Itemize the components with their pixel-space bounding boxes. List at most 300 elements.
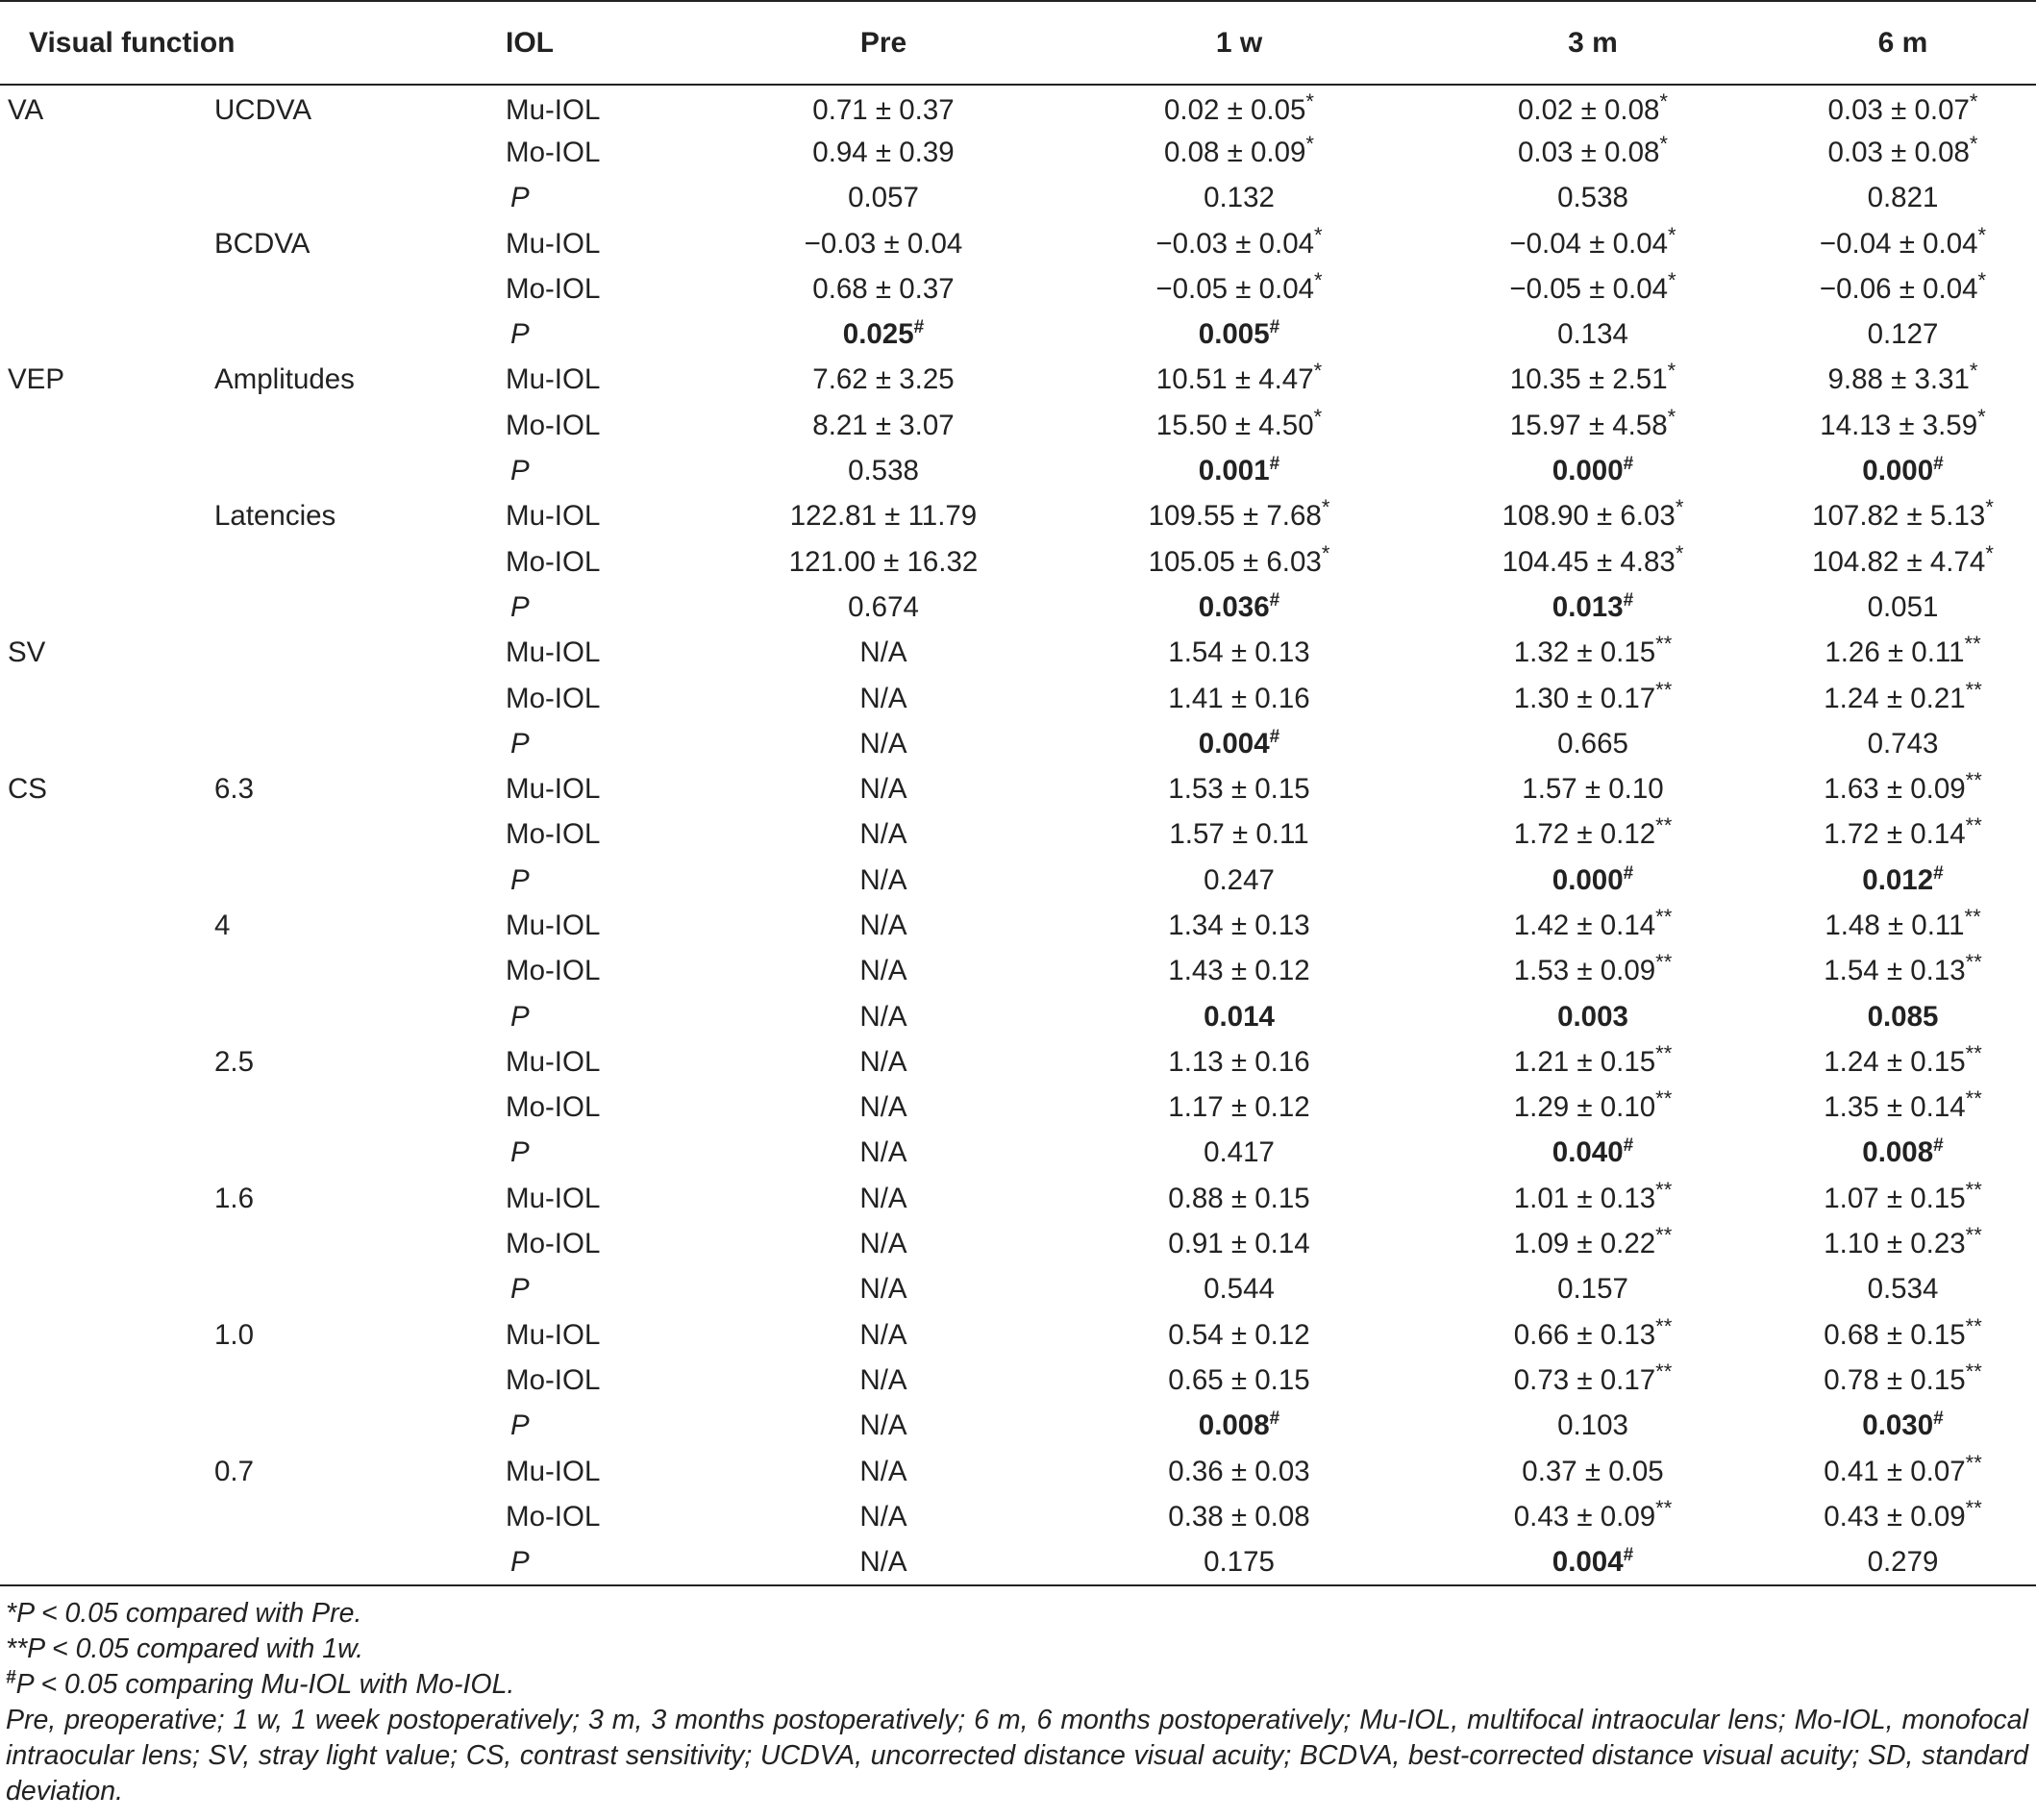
cell-value: 0.008 bbox=[1198, 1409, 1270, 1442]
row-iol-group: P bbox=[510, 863, 530, 896]
row-category bbox=[0, 1312, 211, 1358]
cell-1w bbox=[1062, 1131, 1416, 1176]
row-subcategory bbox=[211, 176, 506, 221]
cell-value: −0.06 ± 0.04 bbox=[1819, 272, 1978, 305]
row-iol-group: Mu-IOL bbox=[506, 636, 601, 669]
row-category: SV bbox=[8, 636, 46, 669]
significance-mark: * bbox=[1977, 404, 1986, 429]
table-row bbox=[0, 766, 2036, 811]
row-subcategory: BCDVA bbox=[214, 227, 310, 260]
cell-3m bbox=[1416, 1085, 1770, 1131]
row-subcategory bbox=[211, 130, 506, 175]
significance-mark: * bbox=[1668, 268, 1676, 292]
row-iol-group: Mo-IOL bbox=[506, 545, 601, 578]
cell-value: 1.07 ± 0.15 bbox=[1824, 1182, 1966, 1214]
cell-6m bbox=[1770, 676, 2036, 721]
row-category bbox=[0, 221, 211, 266]
cell-6m bbox=[1770, 1176, 2036, 1221]
cell-value: 0.004 bbox=[1552, 1545, 1624, 1578]
cell-value: 1.26 ± 0.11 bbox=[1825, 636, 1965, 669]
table-row bbox=[0, 176, 2036, 221]
table-row bbox=[0, 494, 2036, 539]
cell-3m bbox=[1416, 1176, 1770, 1221]
row-iol-group: P bbox=[506, 1540, 705, 1585]
cell-6m bbox=[1770, 1404, 2036, 1449]
table-row bbox=[0, 1540, 2036, 1585]
row-iol-group: P bbox=[510, 590, 530, 623]
table-row bbox=[0, 1449, 2036, 1494]
cell-value: N/A bbox=[859, 773, 907, 806]
significance-mark: * bbox=[1985, 540, 1994, 565]
cell-1w bbox=[1062, 721, 1416, 766]
cell-value: 0.057 bbox=[848, 182, 919, 214]
significance-mark: ** bbox=[1965, 1313, 1982, 1338]
cell-pre bbox=[705, 539, 1062, 585]
cell-6m bbox=[1770, 1039, 2036, 1085]
cell-6m bbox=[1770, 221, 2036, 266]
cell-value: 0.534 bbox=[1867, 1273, 1939, 1306]
cell-value: 1.72 ± 0.14 bbox=[1824, 818, 1966, 851]
significance-mark: * bbox=[1668, 222, 1676, 247]
cell-pre bbox=[705, 812, 1062, 858]
header-visual-function: Visual function bbox=[0, 1, 506, 85]
cell-value: 0.68 ± 0.15 bbox=[1824, 1318, 1966, 1351]
cell-3m bbox=[1416, 1358, 1770, 1403]
table-row bbox=[0, 1039, 2036, 1085]
significance-mark: # bbox=[1269, 590, 1280, 611]
row-iol-group: Mo-IOL bbox=[506, 409, 601, 441]
cell-6m bbox=[1770, 812, 2036, 858]
cell-value: 0.175 bbox=[1204, 1545, 1275, 1578]
significance-mark: # bbox=[913, 317, 925, 338]
significance-mark: ** bbox=[1965, 1223, 1982, 1248]
cell-3m bbox=[1416, 312, 1770, 357]
cell-value: 0.025 bbox=[842, 318, 914, 351]
cell-value: 1.10 ± 0.23 bbox=[1824, 1228, 1966, 1260]
significance-mark: * bbox=[1659, 89, 1668, 114]
cell-pre bbox=[705, 994, 1062, 1039]
table-body bbox=[0, 85, 2036, 1585]
table-row bbox=[0, 676, 2036, 721]
cell-pre bbox=[705, 176, 1062, 221]
cell-value: 1.24 ± 0.15 bbox=[1824, 1045, 1966, 1078]
cell-6m bbox=[1770, 176, 2036, 221]
cell-3m bbox=[1416, 676, 1770, 721]
row-subcategory bbox=[211, 1267, 506, 1312]
cell-value: 1.01 ± 0.13 bbox=[1513, 1182, 1656, 1214]
row-subcategory: Latencies bbox=[214, 500, 336, 533]
row-iol-group: Mu-IOL bbox=[506, 1455, 601, 1487]
cell-6m bbox=[1770, 403, 2036, 448]
row-category: VEP bbox=[8, 363, 65, 396]
row-iol-group: Mo-IOL bbox=[506, 1500, 601, 1533]
cell-value: 0.665 bbox=[1557, 727, 1628, 760]
cell-value: 0.127 bbox=[1867, 318, 1939, 351]
cell-value: N/A bbox=[859, 1500, 907, 1533]
cell-3m bbox=[1416, 176, 1770, 221]
cell-3m bbox=[1416, 1221, 1770, 1266]
cell-3m bbox=[1416, 903, 1770, 948]
cell-1w bbox=[1062, 1176, 1416, 1221]
cell-value: 0.54 ± 0.12 bbox=[1168, 1318, 1310, 1351]
cell-value: 121.00 ± 16.32 bbox=[788, 545, 979, 578]
cell-1w bbox=[1062, 949, 1416, 994]
cell-1w bbox=[1062, 403, 1416, 448]
row-subcategory bbox=[211, 1358, 506, 1403]
row-category bbox=[0, 1039, 211, 1085]
footnote-abbreviations: Pre, preoperative; 1 w, 1 week postoperatively; 3 m, 3 months postoperatively; 6 m, 6 months postoperatively; Mu-IOL, multifocal intraocular lens; Mo-IOL, monofocal intraocular lens; SV, stray light value; CS, contrast sensitivity; UCDVA, uncorrected distance visual acuity; BCDVA, best-corrected distance visual acuity; SD, standard deviation. bbox=[6, 1705, 2028, 1807]
cell-value: 0.71 ± 0.37 bbox=[812, 94, 955, 127]
cell-value: 0.012 bbox=[1862, 863, 1934, 896]
cell-3m bbox=[1416, 403, 1770, 448]
row-category bbox=[0, 539, 211, 585]
cell-1w bbox=[1062, 312, 1416, 357]
cell-6m bbox=[1770, 1449, 2036, 1494]
significance-mark: ** bbox=[1965, 813, 1982, 838]
significance-mark: * bbox=[1313, 359, 1323, 384]
cell-3m bbox=[1416, 812, 1770, 858]
cell-3m bbox=[1416, 539, 1770, 585]
significance-mark: * bbox=[1985, 495, 1994, 520]
row-category: VA bbox=[8, 94, 44, 127]
cell-value: 1.57 ± 0.11 bbox=[1169, 818, 1309, 851]
cell-value: N/A bbox=[859, 1318, 907, 1351]
cell-value: 1.54 ± 0.13 bbox=[1824, 955, 1966, 987]
cell-1w bbox=[1062, 676, 1416, 721]
footnote-1w: **P < 0.05 compared with 1w. bbox=[6, 1633, 364, 1664]
cell-1w bbox=[1062, 1039, 1416, 1085]
table-row bbox=[0, 1312, 2036, 1358]
cell-3m bbox=[1416, 266, 1770, 312]
cell-value: 1.63 ± 0.09 bbox=[1824, 773, 1966, 806]
row-category bbox=[0, 130, 211, 175]
cell-1w bbox=[1062, 130, 1416, 175]
cell-pre bbox=[705, 1267, 1062, 1312]
cell-3m bbox=[1416, 1540, 1770, 1585]
cell-value: −0.04 ± 0.04 bbox=[1509, 227, 1669, 260]
row-category bbox=[0, 1449, 211, 1494]
row-subcategory bbox=[211, 1540, 506, 1585]
cell-3m bbox=[1416, 358, 1770, 403]
header-row bbox=[0, 1, 2036, 85]
cell-value: 8.21 ± 3.07 bbox=[812, 409, 955, 441]
cell-value: N/A bbox=[859, 1363, 907, 1396]
row-subcategory bbox=[211, 403, 506, 448]
significance-mark: ** bbox=[1964, 632, 1981, 657]
cell-value: 0.103 bbox=[1557, 1409, 1628, 1442]
cell-6m bbox=[1770, 903, 2036, 948]
cell-1w bbox=[1062, 1404, 1416, 1449]
cell-value: 105.05 ± 6.03 bbox=[1148, 545, 1322, 578]
significance-mark: ** bbox=[1655, 1313, 1673, 1338]
row-iol-group: Mu-IOL bbox=[506, 500, 601, 533]
table-footnotes bbox=[6, 1596, 2028, 1809]
cell-6m bbox=[1770, 1312, 2036, 1358]
significance-mark: * bbox=[1977, 268, 1987, 292]
cell-value: 0.538 bbox=[1557, 182, 1628, 214]
row-subcategory bbox=[211, 1494, 506, 1539]
row-subcategory bbox=[211, 1131, 506, 1176]
cell-1w bbox=[1062, 1449, 1416, 1494]
table-row bbox=[0, 1221, 2036, 1266]
cell-value: 0.051 bbox=[1867, 590, 1939, 623]
significance-mark: ** bbox=[1965, 1496, 1982, 1521]
cell-1w bbox=[1062, 766, 1416, 811]
significance-mark: ** bbox=[1965, 1450, 1982, 1475]
significance-mark: # bbox=[1623, 1544, 1634, 1565]
row-category bbox=[0, 1358, 211, 1403]
cell-value: N/A bbox=[859, 636, 907, 669]
row-subcategory: 4 bbox=[214, 909, 231, 941]
cell-pre bbox=[705, 1494, 1062, 1539]
cell-pre bbox=[705, 676, 1062, 721]
cell-pre bbox=[705, 221, 1062, 266]
significance-mark: ** bbox=[1655, 813, 1673, 838]
row-iol-group: Mu-IOL bbox=[506, 1182, 601, 1214]
cell-value: 1.43 ± 0.12 bbox=[1168, 955, 1310, 987]
cell-value: 0.040 bbox=[1552, 1136, 1624, 1169]
significance-mark: * bbox=[1667, 359, 1676, 384]
significance-mark: # bbox=[1933, 1409, 1944, 1430]
cell-value: 0.821 bbox=[1867, 182, 1939, 214]
row-iol-group: Mo-IOL bbox=[506, 1228, 601, 1260]
cell-value: 0.66 ± 0.13 bbox=[1513, 1318, 1656, 1351]
significance-mark: * bbox=[1675, 495, 1684, 520]
table-row bbox=[0, 221, 2036, 266]
significance-mark: * bbox=[1977, 222, 1987, 247]
table-row bbox=[0, 812, 2036, 858]
cell-value: 0.000 bbox=[1862, 455, 1934, 487]
cell-value: 14.13 ± 3.59 bbox=[1820, 409, 1978, 441]
cell-value: 0.41 ± 0.07 bbox=[1824, 1455, 1966, 1487]
cell-value: 0.000 bbox=[1552, 863, 1624, 896]
significance-mark: * bbox=[1969, 132, 1978, 157]
significance-mark: ** bbox=[1655, 1086, 1673, 1111]
cell-value: 1.24 ± 0.21 bbox=[1824, 682, 1966, 714]
table-row bbox=[0, 631, 2036, 676]
significance-mark: ** bbox=[1965, 768, 1982, 793]
row-category bbox=[0, 585, 211, 630]
cell-value: −0.05 ± 0.04 bbox=[1509, 272, 1669, 305]
cell-3m bbox=[1416, 448, 1770, 493]
cell-value: N/A bbox=[859, 955, 907, 987]
cell-value: 1.29 ± 0.10 bbox=[1513, 1091, 1656, 1124]
row-subcategory bbox=[211, 266, 506, 312]
footnote-hash-mark: # bbox=[6, 1667, 16, 1688]
header-iol: IOL bbox=[506, 1, 705, 85]
significance-mark: ** bbox=[1965, 677, 1982, 702]
significance-mark: # bbox=[1269, 454, 1280, 475]
cell-pre bbox=[705, 1039, 1062, 1085]
cell-pre bbox=[705, 494, 1062, 539]
cell-value: 1.35 ± 0.14 bbox=[1824, 1091, 1966, 1124]
row-category bbox=[0, 266, 211, 312]
significance-mark: * bbox=[1321, 540, 1330, 565]
cell-1w bbox=[1062, 358, 1416, 403]
cell-value: 1.72 ± 0.12 bbox=[1513, 818, 1656, 851]
header-3m: 3 m bbox=[1416, 1, 1770, 85]
significance-mark: ** bbox=[1655, 677, 1673, 702]
significance-mark: ** bbox=[1965, 1086, 1982, 1111]
footnote-comparison-text: P < 0.05 comparing Mu-IOL with Mo-IOL. bbox=[15, 1669, 515, 1700]
cell-value: 0.02 ± 0.08 bbox=[1518, 94, 1660, 127]
significance-mark: ** bbox=[1655, 1177, 1673, 1202]
significance-mark: * bbox=[1675, 540, 1684, 565]
cell-value: 104.82 ± 4.74 bbox=[1812, 545, 1986, 578]
row-category bbox=[0, 312, 211, 357]
row-subcategory: 1.6 bbox=[214, 1182, 255, 1214]
row-iol-group: Mo-IOL bbox=[506, 136, 601, 168]
cell-value: 15.97 ± 4.58 bbox=[1509, 409, 1668, 441]
row-subcategory bbox=[211, 812, 506, 858]
cell-value: N/A bbox=[859, 682, 907, 714]
cell-1w bbox=[1062, 448, 1416, 493]
row-subcategory bbox=[211, 312, 506, 357]
row-subcategory bbox=[211, 539, 506, 585]
cell-pre bbox=[705, 358, 1062, 403]
row-category bbox=[0, 1404, 211, 1449]
cell-pre bbox=[705, 403, 1062, 448]
cell-value: 0.08 ± 0.09 bbox=[1164, 136, 1306, 168]
cell-value: 0.78 ± 0.15 bbox=[1824, 1363, 1966, 1396]
row-iol-group: Mu-IOL bbox=[506, 94, 601, 127]
row-iol-group: Mo-IOL bbox=[506, 955, 601, 987]
row-category bbox=[0, 1540, 211, 1585]
table-row bbox=[0, 130, 2036, 175]
cell-6m bbox=[1770, 358, 2036, 403]
cell-value: 0.03 ± 0.08 bbox=[1518, 136, 1660, 168]
row-iol-group: Mu-IOL bbox=[506, 773, 601, 806]
significance-mark: # bbox=[1269, 317, 1280, 338]
row-iol-group: P bbox=[510, 455, 530, 487]
cell-pre bbox=[705, 1540, 1062, 1585]
cell-6m bbox=[1770, 631, 2036, 676]
cell-pre bbox=[705, 766, 1062, 811]
significance-mark: # bbox=[1623, 590, 1634, 611]
row-category bbox=[0, 812, 211, 858]
significance-mark: * bbox=[1969, 89, 1978, 114]
cell-value: 107.82 ± 5.13 bbox=[1812, 500, 1986, 533]
table-row bbox=[0, 266, 2036, 312]
row-iol-group: Mo-IOL bbox=[506, 818, 601, 851]
cell-value: 1.42 ± 0.14 bbox=[1513, 909, 1656, 941]
cell-3m bbox=[1416, 766, 1770, 811]
cell-value: N/A bbox=[859, 863, 907, 896]
cell-value: 0.004 bbox=[1198, 727, 1270, 760]
significance-mark: ** bbox=[1655, 632, 1673, 657]
row-subcategory bbox=[211, 949, 506, 994]
cell-value: 1.53 ± 0.09 bbox=[1513, 955, 1656, 987]
cell-pre bbox=[705, 1449, 1062, 1494]
row-iol-group: P bbox=[510, 1136, 530, 1169]
row-iol-group: Mo-IOL bbox=[506, 1091, 601, 1124]
cell-6m bbox=[1770, 1085, 2036, 1131]
cell-pre bbox=[705, 1312, 1062, 1358]
cell-value: N/A bbox=[859, 1000, 907, 1033]
table-row bbox=[0, 1085, 2036, 1131]
cell-pre bbox=[705, 1085, 1062, 1131]
significance-mark: # bbox=[1623, 454, 1634, 475]
cell-value: 0.003 bbox=[1557, 1000, 1628, 1033]
cell-3m bbox=[1416, 130, 1770, 175]
cell-value: 10.35 ± 2.51 bbox=[1509, 363, 1668, 396]
cell-value: 0.65 ± 0.15 bbox=[1168, 1363, 1310, 1396]
significance-mark: ** bbox=[1965, 950, 1982, 975]
cell-value: 1.54 ± 0.13 bbox=[1168, 636, 1310, 669]
significance-mark: * bbox=[1667, 404, 1676, 429]
cell-value: 0.43 ± 0.09 bbox=[1513, 1500, 1656, 1533]
row-subcategory: Amplitudes bbox=[214, 363, 355, 396]
cell-1w bbox=[1062, 903, 1416, 948]
row-subcategory bbox=[211, 585, 506, 630]
table-row bbox=[0, 994, 2036, 1039]
cell-3m bbox=[1416, 1039, 1770, 1085]
cell-value: 1.53 ± 0.15 bbox=[1168, 773, 1310, 806]
cell-value: 0.88 ± 0.15 bbox=[1168, 1182, 1310, 1214]
cell-3m bbox=[1416, 85, 1770, 130]
row-iol-group: P bbox=[510, 1409, 530, 1442]
row-iol-group: P bbox=[510, 318, 530, 351]
cell-value: 0.94 ± 0.39 bbox=[812, 136, 955, 168]
cell-pre bbox=[705, 85, 1062, 130]
cell-value: N/A bbox=[859, 1455, 907, 1487]
row-subcategory: 2.5 bbox=[214, 1045, 255, 1078]
cell-6m bbox=[1770, 1540, 2036, 1585]
row-category bbox=[0, 1267, 211, 1312]
cell-value: 0.43 ± 0.09 bbox=[1824, 1500, 1966, 1533]
cell-6m bbox=[1770, 1494, 2036, 1539]
cell-value: 0.036 bbox=[1198, 590, 1270, 623]
cell-value: 0.743 bbox=[1867, 727, 1939, 760]
significance-mark: ** bbox=[1655, 1359, 1673, 1384]
cell-6m bbox=[1770, 539, 2036, 585]
cell-value: 109.55 ± 7.68 bbox=[1148, 500, 1322, 533]
cell-1w bbox=[1062, 858, 1416, 903]
cell-value: −0.05 ± 0.04 bbox=[1155, 272, 1315, 305]
cell-value: 0.674 bbox=[848, 590, 919, 623]
cell-pre bbox=[705, 585, 1062, 630]
cell-3m bbox=[1416, 494, 1770, 539]
cell-value: 0.134 bbox=[1557, 318, 1628, 351]
cell-3m bbox=[1416, 1131, 1770, 1176]
cell-value: 0.030 bbox=[1862, 1409, 1934, 1442]
cell-6m bbox=[1770, 994, 2036, 1039]
row-subcategory bbox=[211, 994, 506, 1039]
cell-value: 1.32 ± 0.15 bbox=[1513, 636, 1656, 669]
cell-6m bbox=[1770, 312, 2036, 357]
header-1w: 1 w bbox=[1062, 1, 1416, 85]
row-subcategory bbox=[211, 858, 506, 903]
cell-value: N/A bbox=[859, 1136, 907, 1169]
cell-value: N/A bbox=[859, 1182, 907, 1214]
table-row bbox=[0, 1404, 2036, 1449]
cell-value: 1.34 ± 0.13 bbox=[1168, 909, 1310, 941]
cell-1w bbox=[1062, 221, 1416, 266]
cell-3m bbox=[1416, 631, 1770, 676]
row-subcategory bbox=[211, 1404, 506, 1449]
cell-pre bbox=[705, 1358, 1062, 1403]
cell-value: 122.81 ± 11.79 bbox=[789, 500, 978, 533]
cell-value: 0.03 ± 0.08 bbox=[1827, 136, 1970, 168]
table-row bbox=[0, 858, 2036, 903]
row-subcategory: 0.7 bbox=[214, 1455, 255, 1487]
significance-mark: # bbox=[1623, 1135, 1634, 1157]
cell-value: 0.538 bbox=[848, 455, 919, 487]
significance-mark: ** bbox=[1965, 1177, 1982, 1202]
table-row bbox=[0, 1494, 2036, 1539]
cell-value: 0.38 ± 0.08 bbox=[1168, 1500, 1310, 1533]
cell-1w bbox=[1062, 631, 1416, 676]
